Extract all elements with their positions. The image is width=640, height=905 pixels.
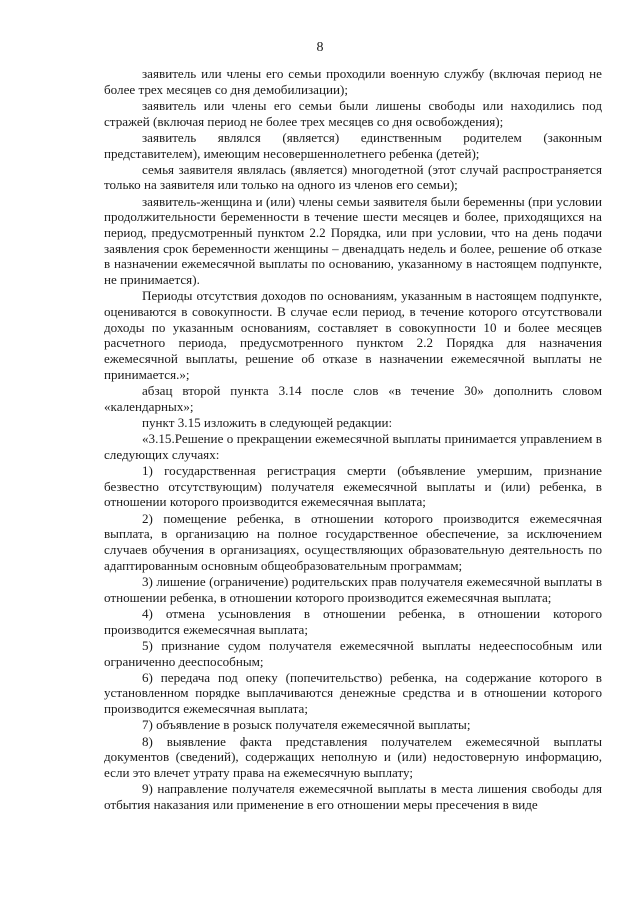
list-item: 3) лишение (ограничение) родительских прав получателя ежемесячной выплаты в отношении ребенка, в отношении которого производится ежемесячная выплата;: [104, 574, 602, 605]
paragraph: заявитель-женщина и (или) члены семьи заявителя были беременны (при условии продолжительности беременности в течение шести месяцев и более, приходящихся на период, предусмотренный пунктом 2.2 Порядка, или при условии, что на день подачи заявления срок беременности женщины – двенадцать недель и более, решение об отказе в назначении ежемесячной выплаты по основанию, указанному в настоящем подпункте, не принимается).: [104, 193, 602, 288]
paragraph: заявитель или члены его семьи проходили военную службу (включая период не более трех месяцев со дня демобилизации);: [104, 66, 602, 97]
paragraph: «3.15.Решение о прекращении ежемесячной выплаты принимается управлением в следующих случаях:: [104, 431, 602, 462]
list-item: 1) государственная регистрация смерти (объявление умершим, признание безвестно отсутствующим) получателя ежемесячной выплаты и (или) ребенка, в отношении которого производится ежемесячная выплата;: [104, 463, 602, 510]
paragraph: абзац второй пункта 3.14 после слов «в течение 30» дополнить словом «календарных»;: [104, 383, 602, 414]
list-item: 8) выявление факта представления получателем ежемесячной выплаты документов (сведений), содержащих неполную и (или) недостоверную информацию, если это влечет утрату права на ежемесячную выплату;: [104, 733, 602, 780]
paragraph: Периоды отсутствия доходов по основаниям, указанным в настоящем подпункте, оцениваются в совокупности. В случае если период, в течение которого отсутствовали доходы по указанным основаниям, составляет в совокупности 10 и более месяцев расчетного периода, предусмотренного пунктом 2.2 Порядка для назначения ежемесячной выплаты, решение об отказе в назначении ежемесячной выплаты не принимается.»;: [104, 288, 602, 382]
list-item: 5) признание судом получателя ежемесячной выплаты недееспособным или ограниченно дееспособным;: [104, 637, 602, 669]
page-number: 8: [316, 40, 324, 55]
paragraph: заявитель являлся (является) единственным родителем (законным представителем), имеющим несовершеннолетнего ребенка (детей);: [104, 129, 602, 161]
list-item: 4) отмена усыновления в отношении ребенка, в отношении которого производится ежемесячная выплата;: [104, 605, 602, 637]
document-body: [104, 66, 602, 813]
list-item: 2) помещение ребенка, в отношении которого производится ежемесячная выплата, в организацию на полное государственное обеспечение, за исключением случаев обучения в организациях, осуществляющих образовательную деятельность по адаптированным основным общеобразовательным программам;: [104, 510, 602, 573]
list-item: 7) объявление в розыск получателя ежемесячной выплаты;: [142, 717, 471, 733]
list-item: 9) направление получателя ежемесячной выплаты в места лишения свободы для отбытия наказания или применение в его отношении меры пресечения в виде: [104, 781, 602, 812]
paragraph: пункт 3.15 изложить в следующей редакции:: [142, 414, 393, 430]
paragraph: семья заявителя являлась (является) многодетной (этот случай распространяется только на заявителя или только на одного из членов его семьи);: [104, 161, 602, 193]
paragraph: заявитель или члены его семьи были лишены свободы или находились под стражей (включая период не более трех месяцев со дня освобождения);: [104, 97, 602, 129]
list-item: 6) передача под опеку (попечительство) ребенка, на содержание которого в установленном порядке выплачиваются денежные средства и в отношении которого производится ежемесячная выплата;: [104, 669, 602, 717]
